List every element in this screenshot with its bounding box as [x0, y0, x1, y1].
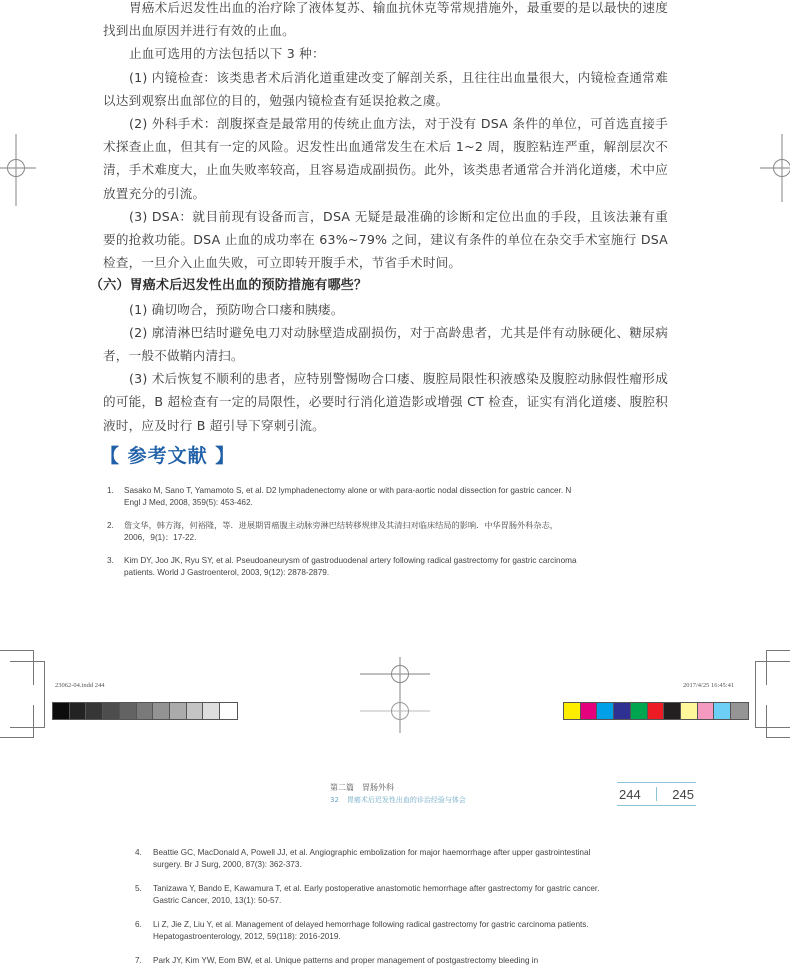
references-list [107, 485, 577, 590]
reference-item [135, 919, 600, 943]
registration-mark-right-top [760, 130, 790, 205]
reference-number: 6. [135, 919, 153, 943]
paragraph: 止血可选用的方法包括以下 3 种： [103, 42, 668, 65]
page-number-divider [656, 787, 657, 801]
paragraph: (3) DSA：就目前现有设备而言，DSA 无疑是最准确的诊断和定位出血的手段，且该法兼有重要的抢救功能。DSA 止血的成功率在 63%~79% 之间，建议有条件的单位在杂交手术室施行 DSA 检查，一旦介入止血失败，可立即转开腹手术，节省手术时间。 [103, 205, 668, 275]
reference-text: Kim DY, Joo JK, Ryu SY, et al. Pseudoaneurysm of gastroduodenal artery following radical gastrectomy for gastric carcinoma patients. World J Gastroenterol, 2003, 9(12): 2878-2879. [124, 555, 577, 579]
color-swatch [86, 703, 103, 719]
paragraph: (3) 术后恢复不顺利的患者，应特别警惕吻合口瘘、腹腔局限性积液感染及腹腔动脉假性瘤形成的可能，B 超检查有一定的局限性，必要时行消化道造影或增强 CT 检查，证实有消化道瘘、腹腔积液时，应及时行 B 超引导下穿刺引流。 [103, 367, 668, 437]
paragraph: (2) 外科手术：剖腹探查是最常用的传统止血方法，对于没有 DSA 条件的单位，可首选直接手术探查止血，但其有一定的风险。迟发性出血通常发生在术后 1~2 周，腹腔粘连严重，解剖层次不清，手术难度大，止血失败率较高，且容易造成副损伤。此外，该类患者通常合并消化道瘘，术中应放置充分的引流。 [103, 112, 668, 205]
reference-number: 5. [135, 883, 153, 907]
color-swatch [681, 703, 698, 719]
registration-mark-left-top [0, 130, 40, 210]
color-swatch [120, 703, 137, 719]
reference-item [135, 883, 600, 907]
reference-item [107, 485, 577, 509]
reference-text: Beattie GC, MacDonald A, Powell JJ, et al. Angiographic embolization for major haemorrhage after upper gastrointestinal surgery. Br J Surg, 2000, 87(3): 362-373. [153, 847, 600, 871]
color-swatch [103, 703, 120, 719]
reference-item [135, 955, 600, 967]
color-swatch [597, 703, 614, 719]
page-numbers [617, 782, 696, 806]
reference-number: 1. [107, 485, 124, 509]
slug-filename: 23062-04.indd 244 [55, 682, 104, 689]
reference-number: 3. [107, 555, 124, 579]
reference-number: 7. [135, 955, 153, 967]
references-list-continued [135, 847, 600, 979]
reference-text: Park JY, Kim YW, Eom BW, et al. Unique patterns and proper management of postgastrectomy bleeding in [153, 955, 600, 967]
body-text [103, 0, 668, 437]
color-swatch [220, 703, 237, 719]
slug-datetime: 2017/4/25 16:45:41 [683, 682, 734, 689]
reference-text: Sasako M, Sano T, Yamamoto S, et al. D2 lymphadenectomy alone or with para-aortic nodal dissection for gastric cancer. N Engl J Med, 2008, 359(5): 453-462. [124, 485, 577, 509]
color-swatch [648, 703, 665, 719]
footer-section-title: 胃癌术后迟发性出血的诊治经验与体会 [347, 796, 466, 804]
reference-text: Tanizawa Y, Bando E, Kawamura T, et al. Early postoperative anastomotic hemorrhage after gastrectomy for gastric cancer. Gastric Cancer, 2010, 13(1): 50-57. [153, 883, 600, 907]
paragraph: (2) 廓清淋巴结时避免电刀对动脉壁造成副损伤，对于高龄患者，尤其是伴有动脉硬化、糖尿病者，一般不做鞘内清扫。 [103, 321, 668, 367]
color-swatch [698, 703, 715, 719]
section-heading: （六）胃癌术后迟发性出血的预防措施有哪些？ [77, 274, 668, 297]
reference-item [107, 520, 577, 544]
page-number-right: 245 [672, 787, 694, 802]
grayscale-swatch-bar [52, 702, 238, 720]
color-swatch [153, 703, 170, 719]
color-swatch [187, 703, 204, 719]
color-swatch [137, 703, 154, 719]
registration-mark-center-bottom [360, 655, 450, 735]
reference-text: Li Z, Jie Z, Liu Y, et al. Management of delayed hemorrhage following radical gastrectomy for gastric carcinoma patients. Hepatogastroenterology, 2012, 59(118): 2016-2019. [153, 919, 600, 943]
color-swatch [564, 703, 581, 719]
paragraph: 胃癌术后迟发性出血的治疗除了液体复苏、输血抗休克等常规措施外，最重要的是以最快的速度找到出血原因并进行有效的止血。 [103, 0, 668, 42]
color-swatch [53, 703, 70, 719]
color-swatch [664, 703, 681, 719]
reference-number: 2. [107, 520, 124, 544]
reference-item [135, 847, 600, 871]
color-swatch [714, 703, 731, 719]
reference-item [107, 555, 577, 579]
paragraph: (1) 确切吻合，预防吻合口瘘和胰瘘。 [103, 298, 668, 321]
color-swatch [203, 703, 220, 719]
color-swatch [170, 703, 187, 719]
footer-chapter: 第二篇 胃肠外科 [330, 782, 394, 793]
color-swatch [731, 703, 748, 719]
color-swatch [581, 703, 598, 719]
references-title: 【 参考文献 】 [100, 441, 235, 468]
color-swatch [70, 703, 87, 719]
color-swatch [631, 703, 648, 719]
reference-number: 4. [135, 847, 153, 871]
footer-section-number: 32 [330, 796, 339, 804]
page-number-left: 244 [619, 787, 641, 802]
footer-section [330, 795, 466, 805]
paragraph: (1) 内镜检查：该类患者术后消化道重建改变了解剖关系，且往往出血量很大，内镜检查通常难以达到观察出血部位的目的，勉强内镜检查有延误抢救之虞。 [103, 66, 668, 112]
color-swatch-bar [563, 702, 749, 720]
reference-text: 詹文华，韩方海，何裕隆，等．进展期胃癌腹主动脉旁淋巴结转移规律及其清扫对临床结局的影响．中华胃肠外科杂志，2006，9(1)：17-22. [124, 520, 577, 544]
color-swatch [614, 703, 631, 719]
